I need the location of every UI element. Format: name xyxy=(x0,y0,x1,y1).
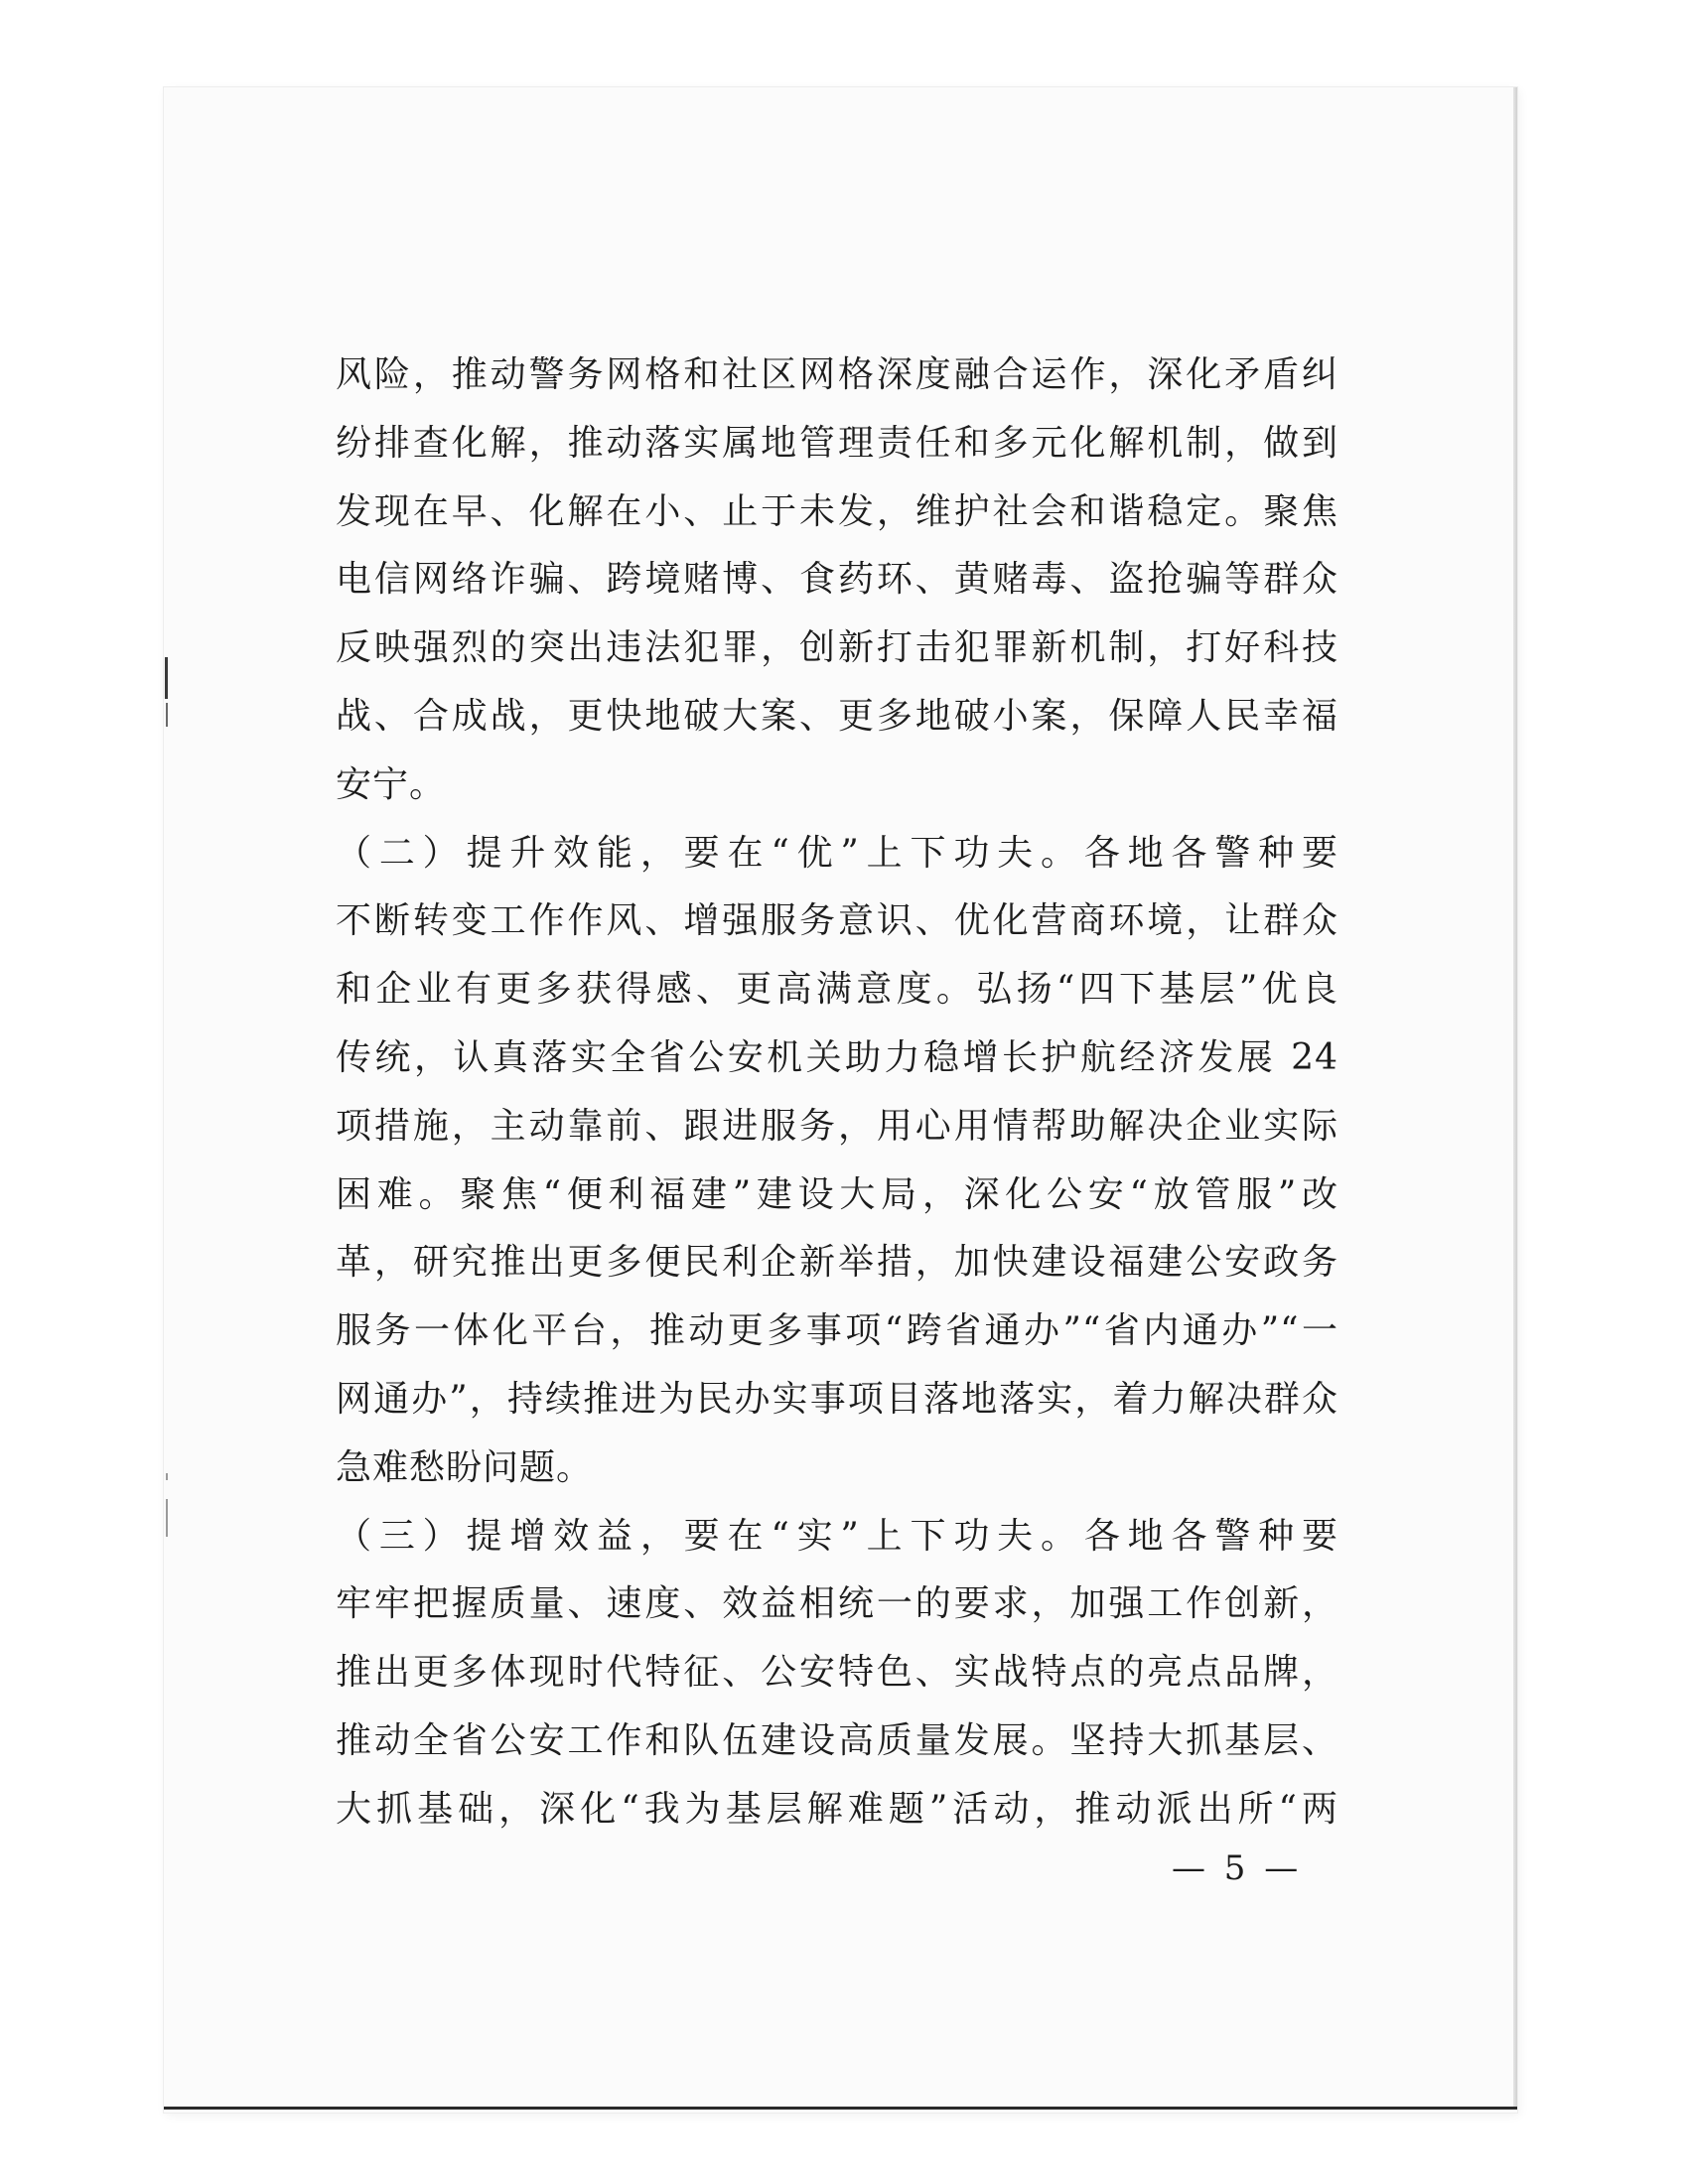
text-line: 牢牢把握质量、速度、效益相统一的要求，加强工作创新， xyxy=(336,1583,1338,1625)
binding-mark xyxy=(166,703,168,727)
section-heading-line: （三）提增效益，要在“实”上下功夫。各地各警种要 xyxy=(336,1515,1338,1557)
text-line: 项措施，主动靠前、跟进服务，用心用情帮助解决企业实际 xyxy=(336,1105,1338,1147)
section-heading-line: （二）提升效能，要在“优”上下功夫。各地各警种要 xyxy=(336,832,1338,874)
text-line: 推出更多体现时代特征、公安特色、实战特点的亮点品牌， xyxy=(336,1652,1338,1694)
text-line: 革，研究推出更多便民利企新举措，加快建设福建公安政务 xyxy=(336,1242,1338,1284)
text-line: 服务一体化平台，推动更多事项“跨省通办”“省内通办”“一 xyxy=(336,1310,1338,1352)
text-line: 传统，认真落实全省公安机关助力稳增长护航经济发展 24 xyxy=(336,1036,1338,1078)
binding-mark xyxy=(166,1473,168,1480)
text-line: 困难。聚焦“便利福建”建设大局，深化公安“放管服”改 xyxy=(336,1173,1338,1215)
text-line: 推动全省公安工作和队伍建设高质量发展。坚持大抓基层、 xyxy=(336,1719,1338,1761)
text-line: 电信网络诈骗、跨境赌博、食药环、黄赌毒、盗抢骗等群众 xyxy=(336,559,1338,601)
text-line: 纷排查化解，推动落实属地管理责任和多元化解机制，做到 xyxy=(336,422,1338,464)
text-line: 安宁。 xyxy=(336,763,447,805)
text-line: 反映强烈的突出违法犯罪，创新打击犯罪新机制，打好科技 xyxy=(336,627,1338,669)
text-line: 风险，推动警务网格和社区网格深度融合运作，深化矛盾纠 xyxy=(336,354,1338,395)
page-number: — 5 — xyxy=(1172,1848,1303,1888)
text-line: 网通办”，持续推进为民办实事项目落地落实，着力解决群众 xyxy=(336,1378,1338,1420)
page-edge-shadow xyxy=(1513,87,1517,2110)
text-line: 急难愁盼问题。 xyxy=(336,1446,594,1488)
binding-mark xyxy=(165,657,168,699)
text-line: 战、合成战，更快地破大案、更多地破小案，保障人民幸福 xyxy=(336,695,1338,737)
document-body xyxy=(336,341,1338,1844)
text-line: 和企业有更多获得感、更高满意度。弘扬“四下基层”优良 xyxy=(336,969,1338,1011)
text-line: 发现在早、化解在小、止于未发，维护社会和谐稳定。聚焦 xyxy=(336,490,1338,532)
page-bottom-edge xyxy=(164,2107,1517,2110)
text-line: 不断转变工作作风、增强服务意识、优化营商环境，让群众 xyxy=(336,900,1338,942)
text-line: 大抓基础，深化“我为基层解难题”活动，推动派出所“两 xyxy=(336,1788,1338,1830)
binding-mark xyxy=(166,1499,168,1537)
